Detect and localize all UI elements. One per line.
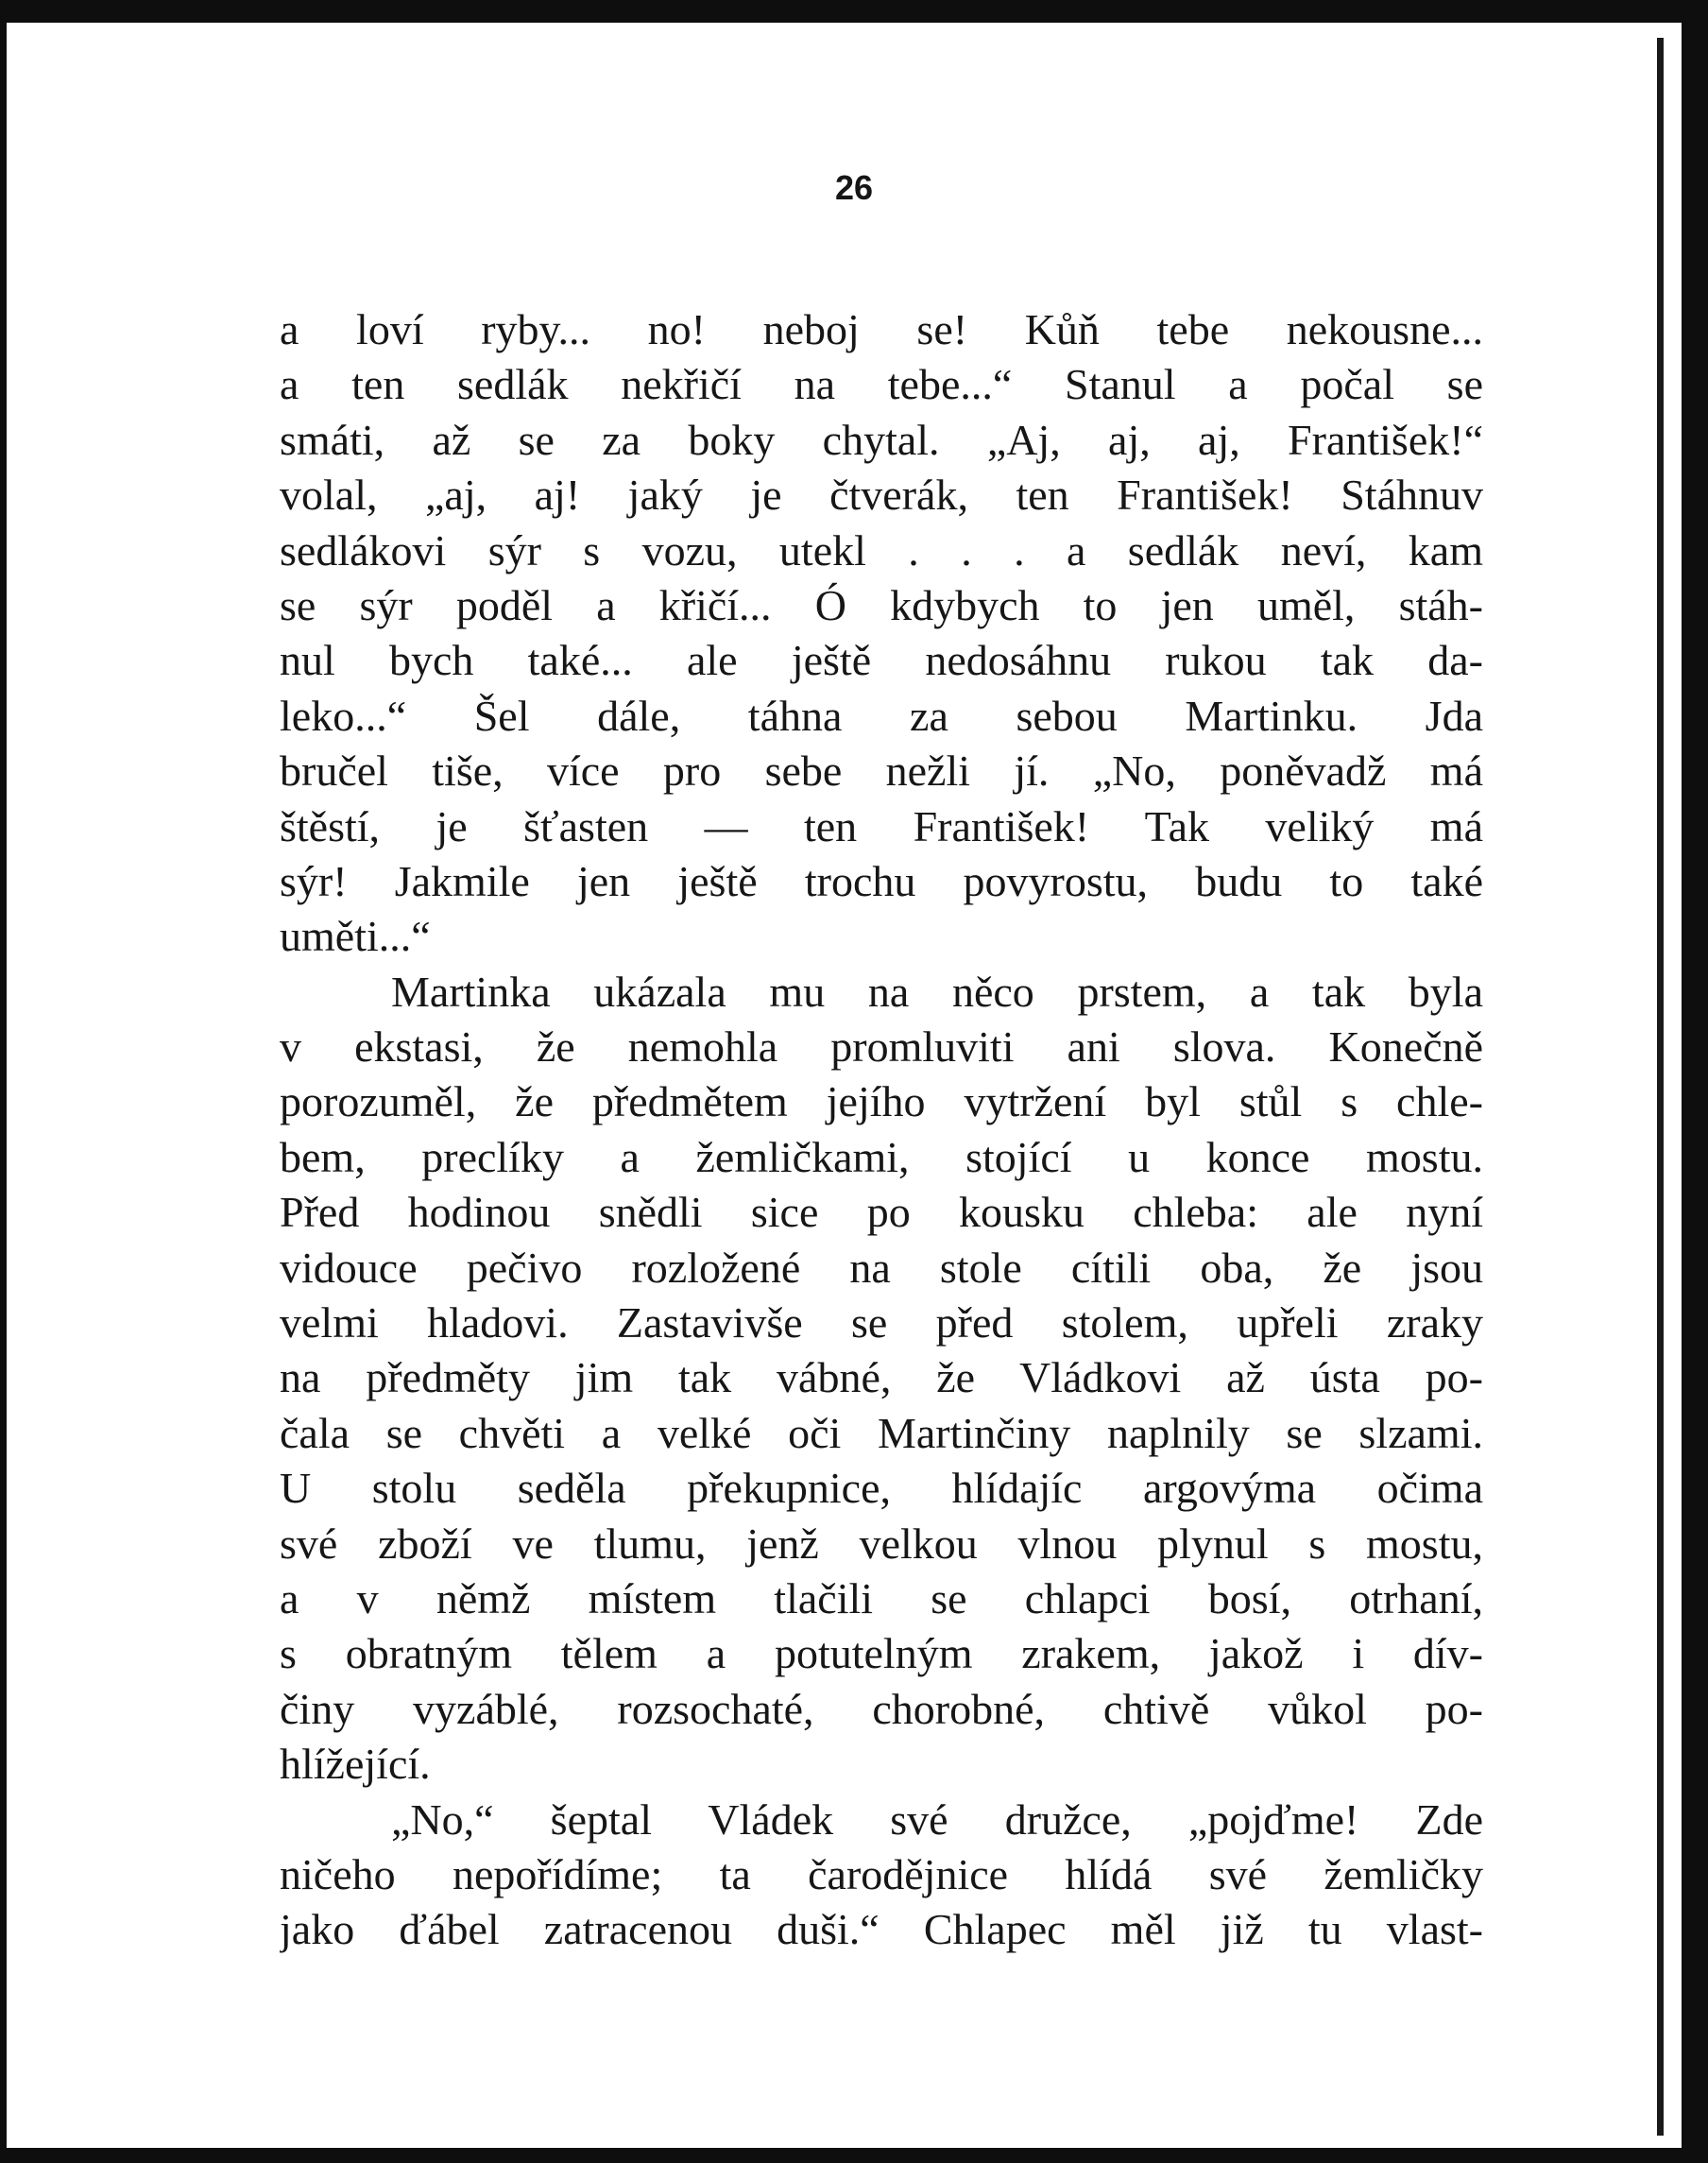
- page-number: 26: [834, 168, 874, 207]
- text-line: se sýr poděl a křičí... Ó kdybych to jen uměl, stáh-: [280, 580, 1483, 629]
- text-line: volal, „aj, aj! jaký je čtverák, ten František! Stáhnuv: [280, 471, 1483, 520]
- text-line: bem, preclíky a žemličkami, stojící u konce mostu.: [280, 1132, 1483, 1181]
- text-line: vidouce pečivo rozložené na stole cítili oba, že jsou: [280, 1243, 1483, 1292]
- text-line: a ten sedlák nekřičí na tebe...“ Stanul a počal se: [280, 360, 1483, 409]
- text-line: bručel tiše, více pro sebe nežli jí. „No, poněvadž má: [280, 747, 1483, 796]
- body-text: [280, 302, 1483, 1958]
- text-line: sýr! Jakmile jen ještě trochu povyrostu, budu to také: [280, 856, 1483, 905]
- paragraph-end-line: uměti...“: [280, 912, 431, 961]
- text-line: jako ďábel zatracenou duši.“ Chlapec měl již tu vlast-: [280, 1905, 1483, 1954]
- paragraph-start-line: Martinka ukázala mu na něco prstem, a tak byla: [391, 967, 1483, 1016]
- text-line: s obratným tělem a potutelným zrakem, jakož i dív-: [280, 1629, 1483, 1678]
- text-line: porozuměl, že předmětem jejího vytržení byl stůl s chle-: [280, 1077, 1483, 1126]
- paragraph-start-line: „No,“ šeptal Vládek své družce, „pojďme! Zde: [391, 1794, 1483, 1844]
- paragraph-end-line: hlížející.: [280, 1740, 431, 1789]
- text-line: své zboží ve tlumu, jenž velkou vlnou plynul s mostu,: [280, 1519, 1483, 1568]
- text-line: sedlákovi sýr s vozu, utekl . . . a sedlák neví, kam: [280, 525, 1483, 575]
- text-line: nul bych také... ale ještě nedosáhnu rukou tak da-: [280, 636, 1483, 685]
- text-line: ničeho nepořídíme; ta čarodějnice hlídá své žemličky: [280, 1849, 1483, 1898]
- text-line: činy vyzáblé, rozsochaté, chorobné, chtivě vůkol po-: [280, 1684, 1483, 1733]
- text-line: a v němž místem tlačili se chlapci bosí, otrhaní,: [280, 1573, 1483, 1622]
- text-line: smáti, až se za boky chytal. „Aj, aj, aj, František!“: [280, 415, 1483, 464]
- text-line: v ekstasi, že nemohla promluviti ani slova. Konečně: [280, 1022, 1483, 1072]
- text-line: leko...“ Šel dále, táhna za sebou Martinku. Jda: [280, 691, 1483, 740]
- text-line: U stolu seděla překupnice, hlídajíc argovýma očima: [280, 1464, 1483, 1513]
- text-line: Před hodinou snědli sice po kousku chleba: ale nyní: [280, 1188, 1483, 1237]
- text-line: velmi hladovi. Zastavivše se před stolem, upřeli zraky: [280, 1298, 1483, 1348]
- text-line: štěstí, je šťasten — ten František! Tak veliký má: [280, 801, 1483, 850]
- text-line: a loví ryby... no! neboj se! Kůň tebe nekousne...: [280, 305, 1483, 353]
- text-line: na předměty jim tak vábné, že Vládkovi až ústa po-: [280, 1353, 1483, 1402]
- text-line: čala se chvěti a velké oči Martinčiny naplnily se slzami.: [280, 1408, 1483, 1457]
